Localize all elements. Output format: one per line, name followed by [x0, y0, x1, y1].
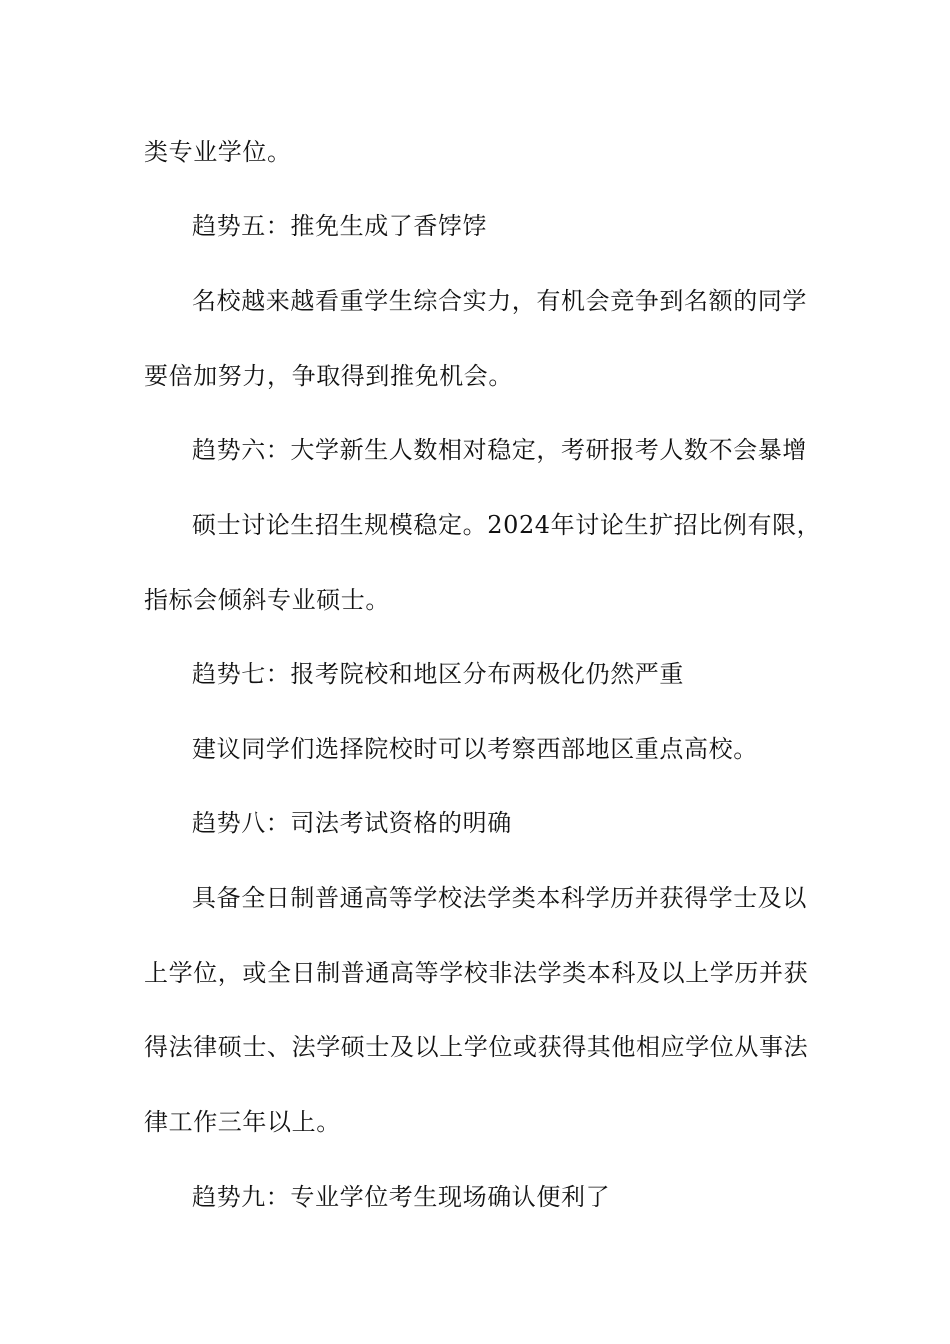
section-heading: 趋势九：专业学位考生现场确认便利了 — [192, 1183, 611, 1211]
text-line: 类专业学位。 — [144, 138, 292, 166]
text-line: 具备全日制普通高等学校法学类本科学历并获得学士及以 — [192, 884, 807, 912]
text-line: 建议同学们选择院校时可以考察西部地区重点高校。 — [192, 735, 758, 763]
section-heading: 趋势六：大学新生人数相对稳定，考研报考人数不会暴增 — [192, 436, 807, 464]
text-line: 上学位，或全日制普通高等学校非法学类本科及以上学历并获 — [144, 959, 809, 987]
section-heading: 趋势五：推免生成了香饽饽 — [192, 212, 488, 240]
text-line: 指标会倾斜专业硕士。 — [144, 586, 390, 614]
section-heading: 趋势七：报考院校和地区分布两极化仍然严重 — [192, 660, 684, 688]
text-line: 律工作三年以上。 — [144, 1108, 341, 1136]
text-line: 硕士讨论生招生规模稳定。2024年讨论生扩招比例有限， — [192, 511, 822, 539]
text-line: 得法律硕士、法学硕士及以上学位或获得其他相应学位从事法 — [144, 1033, 809, 1061]
text-line: 要倍加努力，争取得到推免机会。 — [144, 362, 513, 390]
section-heading: 趋势八：司法考试资格的明确 — [192, 809, 512, 837]
text-line: 名校越来越看重学生综合实力，有机会竞争到名额的同学 — [192, 287, 807, 315]
